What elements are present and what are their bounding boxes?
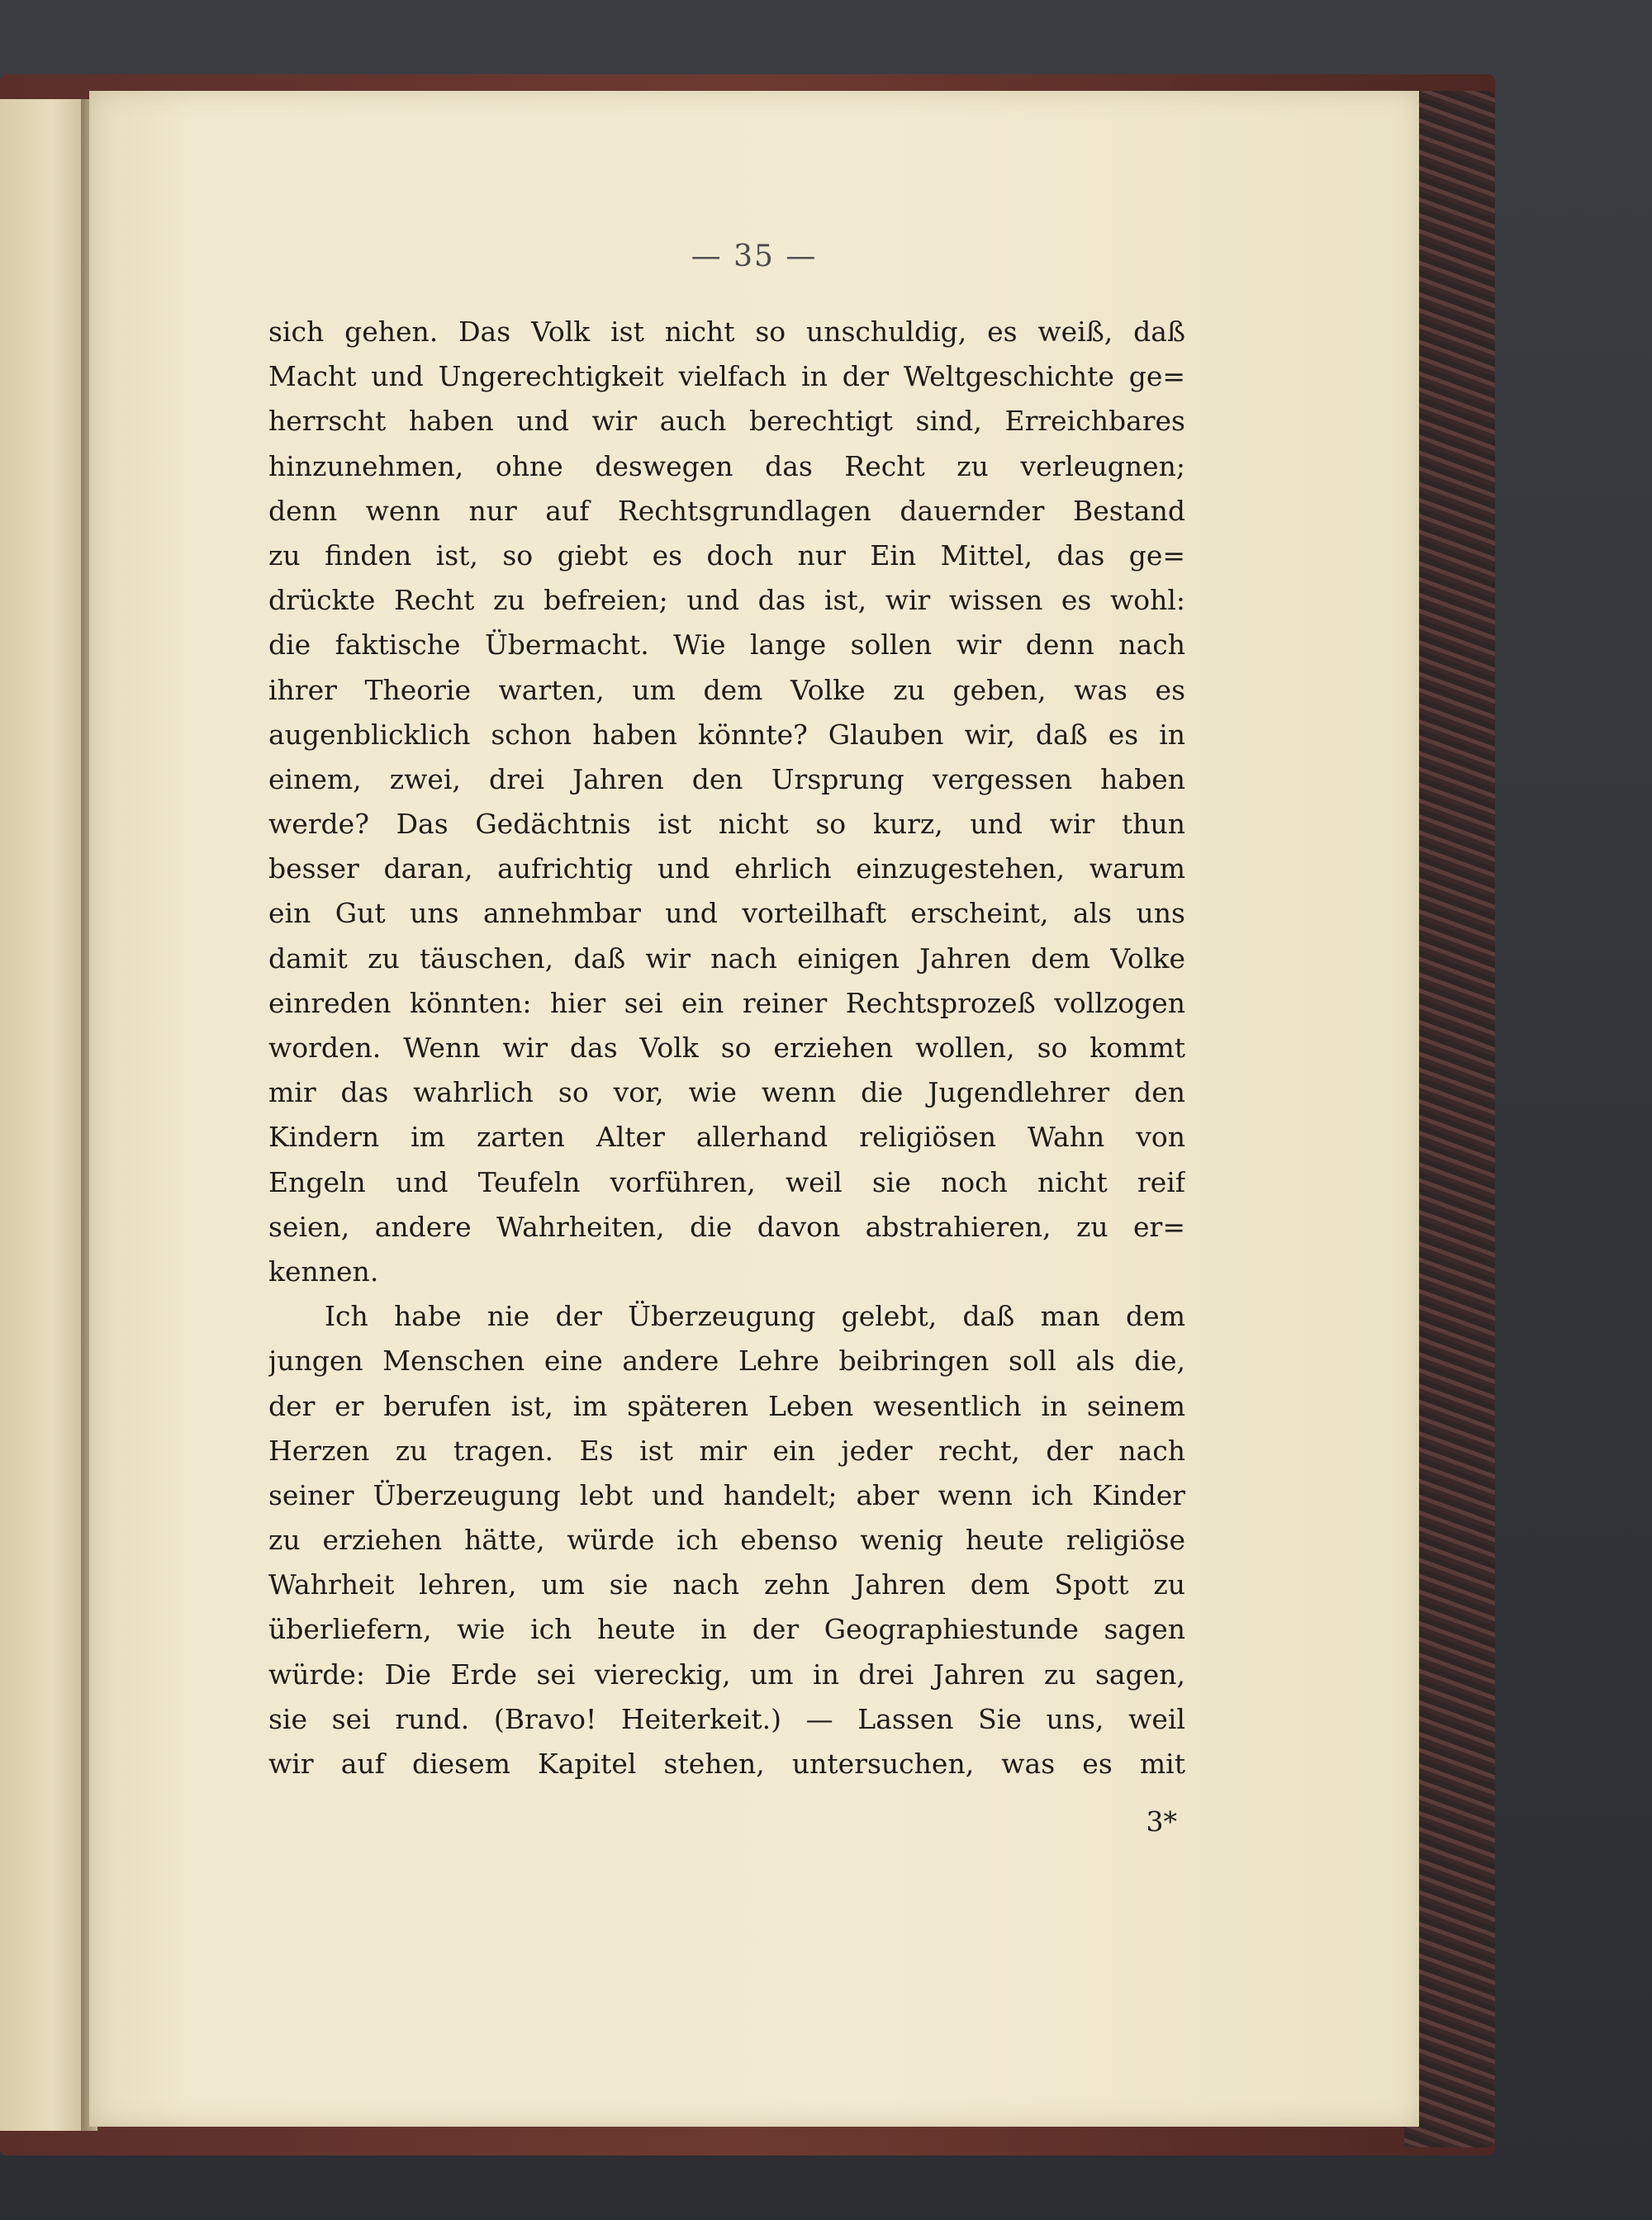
page-number: — 35 —: [691, 240, 818, 273]
text-line: kennen.: [268, 1255, 379, 1288]
text-line: werde? Das Gedächtnis ist nicht so kurz, und wir thun: [268, 808, 1185, 841]
text-line: Engeln und Teufeln vorführen, weil sie noch nicht reif: [268, 1165, 1185, 1198]
text-line: besser daran, aufrichtig und ehrlich einzugestehen, warum: [268, 852, 1185, 885]
body-text: [268, 310, 1185, 1786]
text-line: mir das wahrlich so vor, wie wenn die Jugendlehrer den: [268, 1076, 1185, 1109]
text-line: seien, andere Wahrheiten, die davon abstrahieren, zu er=: [268, 1210, 1185, 1243]
text-line: würde: Die Erde sei viereckig, um in drei Jahren zu sagen,: [268, 1658, 1185, 1691]
text-line: der er berufen ist, im späteren Leben wesentlich in seinem: [268, 1389, 1185, 1422]
text-line: ein Gut uns annehmbar und vorteilhaft erscheint, als uns: [268, 897, 1185, 930]
text-line: jungen Menschen eine andere Lehre beibringen soll als die,: [268, 1345, 1185, 1378]
signature-mark: 3*: [1146, 1805, 1177, 1838]
text-line: zu erziehen hätte, würde ich ebenso wenig heute religiöse: [268, 1524, 1185, 1557]
left-page-edge: [0, 99, 89, 2131]
text-line: Wahrheit lehren, um sie nach zehn Jahren dem Spott zu: [268, 1568, 1185, 1601]
text-line: Herzen zu tragen. Es ist mir ein jeder recht, der nach: [268, 1434, 1185, 1467]
text-line: einreden könnten: hier sei ein reiner Rechtsprozeß vollzogen: [268, 986, 1185, 1019]
text-line: einem, zwei, drei Jahren den Ursprung vergessen haben: [268, 762, 1185, 795]
text-line: damit zu täuschen, daß wir nach einigen Jahren dem Volke: [268, 942, 1185, 975]
text-line: herrscht haben und wir auch berechtigt sind, Erreichbares: [268, 405, 1185, 438]
text-line: augenblicklich schon haben könnte? Glauben wir, daß es in: [268, 718, 1185, 751]
text-line: worden. Wenn wir das Volk so erziehen wollen, so kommt: [268, 1032, 1185, 1064]
text-line: sie sei rund. (Bravo! Heiterkeit.) — Lassen Sie uns, weil: [268, 1702, 1185, 1735]
text-line: überliefern, wie ich heute in der Geographiestunde sagen: [268, 1613, 1185, 1646]
text-line: Macht und Ungerechtigkeit vielfach in der Weltgeschichte ge=: [268, 360, 1185, 393]
text-line: wir auf diesem Kapitel stehen, untersuchen, was es mit: [268, 1748, 1185, 1780]
text-line: sich gehen. Das Volk ist nicht so unschuldig, es weiß, daß: [268, 315, 1185, 348]
text-line: seiner Überzeugung lebt und handelt; aber wenn ich Kinder: [268, 1478, 1185, 1511]
text-line: ihrer Theorie warten, um dem Volke zu geben, was es: [268, 673, 1185, 706]
text-line: Kindern im zarten Alter allerhand religiösen Wahn von: [268, 1121, 1185, 1154]
text-line: denn wenn nur auf Rechtsgrundlagen dauernder Bestand: [268, 494, 1185, 527]
text-line: drückte Recht zu befreien; und das ist, wir wissen es wohl:: [268, 584, 1185, 617]
text-line: zu finden ist, so giebt es doch nur Ein Mittel, das ge=: [268, 538, 1185, 572]
text-line: Ich habe nie der Überzeugung gelebt, daß man dem: [325, 1300, 1185, 1333]
text-line: die faktische Übermacht. Wie lange sollen wir denn nach: [268, 629, 1185, 662]
text-line: hinzunehmen, ohne deswegen das Recht zu verleugnen;: [268, 449, 1185, 482]
